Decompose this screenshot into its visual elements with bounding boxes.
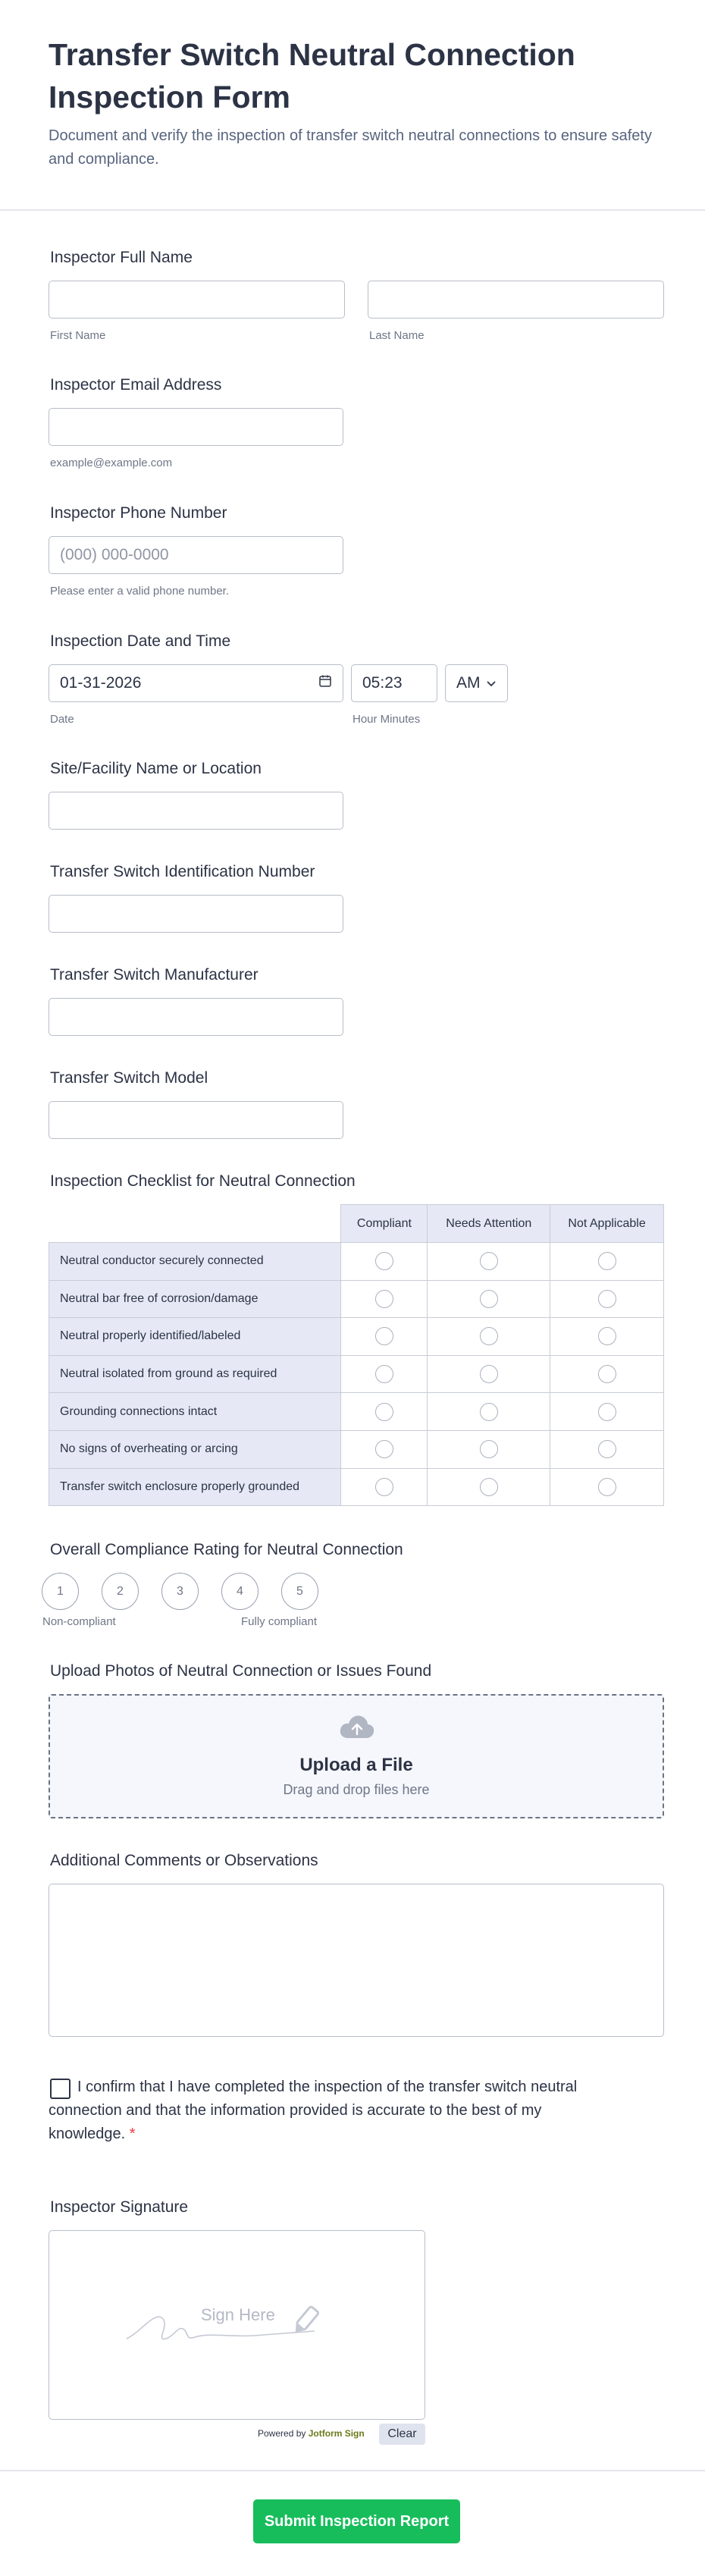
matrix-row-label: Grounding connections intact xyxy=(49,1393,341,1431)
email-sublabel: example@example.com xyxy=(50,457,173,469)
matrix-row-label: Transfer switch enclosure properly grounded xyxy=(49,1468,341,1506)
matrix-row xyxy=(49,1318,664,1356)
matrix-cell xyxy=(341,1468,428,1506)
switch-manufacturer-input[interactable] xyxy=(49,998,343,1036)
email-input[interactable] xyxy=(49,408,343,446)
switch-id-input[interactable] xyxy=(49,895,343,933)
matrix-header-row xyxy=(49,1205,664,1243)
powered-brand: Jotform Sign xyxy=(308,2428,365,2439)
matrix-cell xyxy=(341,1393,428,1431)
matrix-cell xyxy=(428,1243,550,1281)
submit-button[interactable]: Submit Inspection Report xyxy=(253,2499,460,2543)
matrix-row xyxy=(49,1355,664,1393)
switch-manufacturer-label: Transfer Switch Manufacturer xyxy=(50,966,258,984)
matrix-row-label: Neutral conductor securely connected xyxy=(49,1243,341,1281)
phone-input[interactable] xyxy=(49,536,343,574)
file-upload-dropzone[interactable] xyxy=(49,1694,664,1818)
matrix-radio[interactable] xyxy=(480,1478,498,1496)
matrix-cell xyxy=(341,1430,428,1468)
header-divider xyxy=(0,209,705,211)
matrix-cell xyxy=(341,1355,428,1393)
signature-pad[interactable] xyxy=(49,2230,425,2420)
matrix-col-compliant: Compliant xyxy=(341,1205,428,1243)
matrix-row xyxy=(49,1430,664,1468)
matrix-radio[interactable] xyxy=(480,1290,498,1308)
matrix-radio[interactable] xyxy=(598,1403,616,1421)
matrix-radio[interactable] xyxy=(375,1252,393,1270)
matrix-corner xyxy=(49,1205,341,1243)
matrix-cell xyxy=(428,1280,550,1318)
matrix-col-needs-attention: Needs Attention xyxy=(428,1205,550,1243)
sign-here-placeholder: Sign Here xyxy=(201,2305,275,2324)
matrix-radio[interactable] xyxy=(375,1440,393,1458)
powered-by xyxy=(258,2428,365,2439)
rating-low-label: Non-compliant xyxy=(42,1615,116,1628)
calendar-icon[interactable] xyxy=(318,674,332,692)
rating-option-1[interactable]: 1 xyxy=(42,1573,79,1610)
time-sublabel: Hour Minutes xyxy=(352,713,421,726)
matrix-radio[interactable] xyxy=(598,1327,616,1345)
matrix-row xyxy=(49,1243,664,1281)
inspector-email-label: Inspector Email Address xyxy=(50,376,222,394)
matrix-cell xyxy=(428,1355,550,1393)
matrix-radio[interactable] xyxy=(375,1478,393,1496)
matrix-row xyxy=(49,1280,664,1318)
footer-divider xyxy=(0,2470,705,2471)
first-name-sublabel: First Name xyxy=(50,329,106,342)
form-subtitle: Document and verify the inspection of transfer switch neutral connections to ensure safety and compliance. xyxy=(49,127,652,168)
matrix-cell xyxy=(341,1280,428,1318)
upload-title: Upload a File xyxy=(299,1755,413,1775)
matrix-cell xyxy=(550,1243,664,1281)
matrix-radio[interactable] xyxy=(480,1252,498,1270)
matrix-row xyxy=(49,1468,664,1506)
phone-sublabel: Please enter a valid phone number. xyxy=(50,585,229,598)
site-name-input[interactable] xyxy=(49,792,343,830)
matrix-cell xyxy=(428,1430,550,1468)
matrix-row-label: No signs of overheating or arcing xyxy=(49,1430,341,1468)
matrix-radio[interactable] xyxy=(598,1252,616,1270)
upload-label: Upload Photos of Neutral Connection or Issues Found xyxy=(50,1662,432,1680)
matrix-cell xyxy=(341,1243,428,1281)
matrix-row-label: Neutral bar free of corrosion/damage xyxy=(49,1280,341,1318)
matrix-radio[interactable] xyxy=(375,1365,393,1383)
matrix-radio[interactable] xyxy=(598,1440,616,1458)
matrix-cell xyxy=(341,1318,428,1356)
clear-signature-button[interactable]: Clear xyxy=(379,2424,425,2445)
required-mark: * xyxy=(129,2126,136,2142)
matrix-radio[interactable] xyxy=(480,1365,498,1383)
phone-placeholder: (000) 000-0000 xyxy=(60,546,169,563)
matrix-cell xyxy=(550,1468,664,1506)
matrix-cell xyxy=(550,1280,664,1318)
matrix-row-label: Neutral properly identified/labeled xyxy=(49,1318,341,1356)
form-title: Transfer Switch Neutral Connection Inspection Form xyxy=(49,37,575,115)
matrix-col-not-applicable: Not Applicable xyxy=(550,1205,664,1243)
matrix-radio[interactable] xyxy=(480,1440,498,1458)
ampm-select[interactable] xyxy=(445,664,508,702)
matrix-cell xyxy=(428,1468,550,1506)
inspector-name-label: Inspector Full Name xyxy=(50,249,193,266)
first-name-input[interactable] xyxy=(49,281,345,318)
rating-label: Overall Compliance Rating for Neutral Connection xyxy=(50,1541,403,1558)
matrix-radio[interactable] xyxy=(598,1365,616,1383)
cloud-upload-icon xyxy=(338,1712,376,1745)
matrix-radio[interactable] xyxy=(480,1403,498,1421)
inspection-datetime-label: Inspection Date and Time xyxy=(50,632,231,650)
upload-subtitle: Drag and drop files here xyxy=(283,1782,430,1797)
matrix-cell xyxy=(550,1393,664,1431)
matrix-row xyxy=(49,1393,664,1431)
ampm-value: AM xyxy=(456,674,481,692)
matrix-cell xyxy=(428,1318,550,1356)
matrix-cell xyxy=(550,1430,664,1468)
site-name-label: Site/Facility Name or Location xyxy=(50,760,262,777)
matrix-radio[interactable] xyxy=(375,1327,393,1345)
matrix-row-label: Neutral isolated from ground as required xyxy=(49,1355,341,1393)
matrix-radio[interactable] xyxy=(375,1403,393,1421)
switch-id-label: Transfer Switch Identification Number xyxy=(50,863,315,880)
checklist-label: Inspection Checklist for Neutral Connection xyxy=(50,1172,356,1190)
matrix-cell xyxy=(550,1318,664,1356)
matrix-radio[interactable] xyxy=(480,1327,498,1345)
comments-label: Additional Comments or Observations xyxy=(50,1852,318,1869)
rating-option-3[interactable]: 3 xyxy=(161,1573,199,1610)
matrix-radio[interactable] xyxy=(598,1290,616,1308)
time-input[interactable]: 05:23 xyxy=(351,664,437,702)
date-value: 01-31-2026 xyxy=(60,674,142,692)
matrix-cell xyxy=(550,1355,664,1393)
inspector-phone-label: Inspector Phone Number xyxy=(50,504,227,522)
signature-label: Inspector Signature xyxy=(50,2198,189,2216)
date-input[interactable] xyxy=(49,664,343,702)
confirm-text xyxy=(49,2076,594,2146)
checklist-matrix xyxy=(49,1204,664,1506)
matrix-radio[interactable] xyxy=(598,1478,616,1496)
rating-option-2[interactable]: 2 xyxy=(102,1573,139,1610)
rating-high-label: Fully compliant xyxy=(241,1615,318,1628)
switch-model-label: Transfer Switch Model xyxy=(50,1069,208,1087)
rating-option-5[interactable]: 5 xyxy=(281,1573,318,1610)
last-name-input[interactable] xyxy=(368,281,664,318)
comments-textarea[interactable] xyxy=(49,1884,664,2037)
switch-model-input[interactable] xyxy=(49,1101,343,1139)
matrix-radio[interactable] xyxy=(375,1290,393,1308)
date-sublabel: Date xyxy=(50,713,74,726)
chevron-down-icon xyxy=(486,674,497,692)
powered-prefix: Powered by xyxy=(258,2428,306,2439)
confirm-statement: I confirm that I have completed the inspection of the transfer switch neutral connection and that the information provided is accurate to the best of my knowledge. xyxy=(49,2079,578,2142)
last-name-sublabel: Last Name xyxy=(369,329,425,342)
matrix-cell xyxy=(428,1393,550,1431)
rating-option-4[interactable]: 4 xyxy=(221,1573,258,1610)
